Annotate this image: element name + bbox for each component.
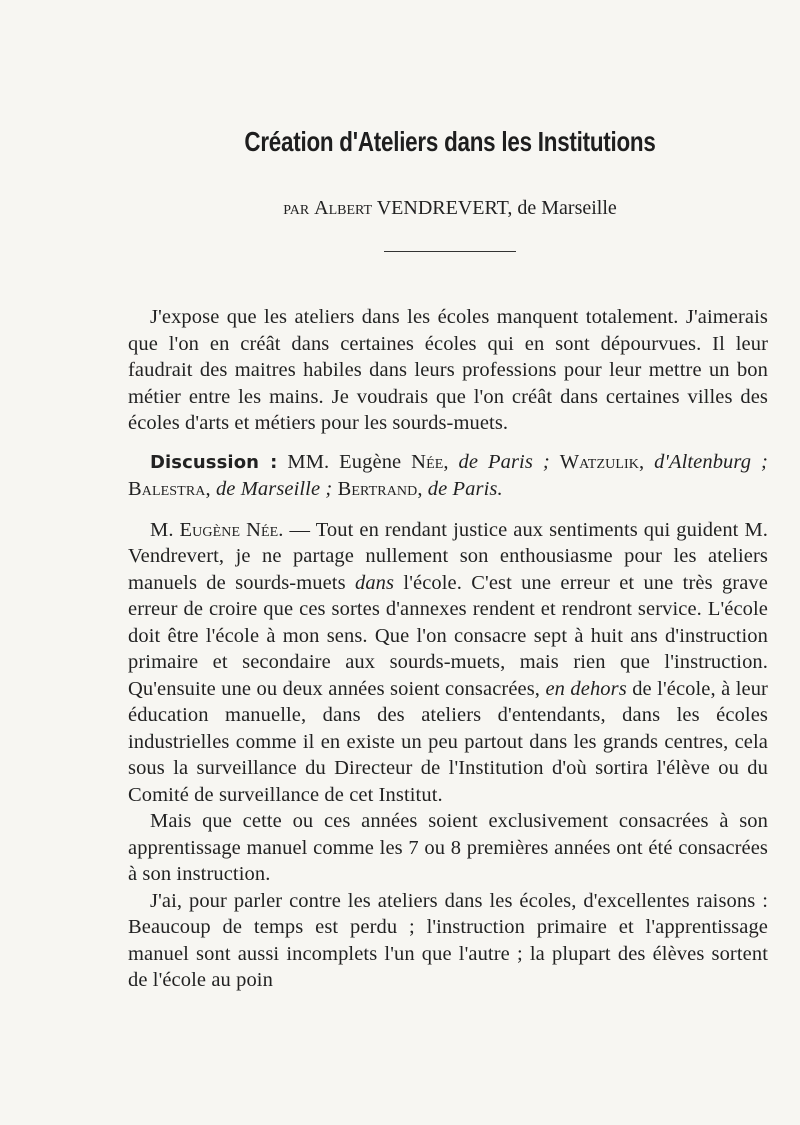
author-place: de Marseille [517, 197, 617, 219]
byline [120, 197, 780, 220]
speaker-watzulik: Watzulik, [559, 450, 645, 473]
speaker-bertrand-place: de Paris. [427, 478, 503, 500]
paragraph-4: Mais que cette ou ces années soient exclusivement consacrées à son apprentissage manuel comme les 7 ou 8 premières années ont été consacrées à son instruction. [128, 810, 768, 885]
speaker-balestra-place: de Marseille ; [215, 478, 333, 500]
speaker-nee: Née, [411, 450, 449, 473]
paragraph-nee [128, 517, 768, 809]
speaker-bertrand: Bertrand, [337, 478, 423, 500]
speaker-nee-place: de Paris ; [458, 450, 550, 473]
paragraph-5: J'ai, pour parler contre les ateliers dans les écoles, d'excellentes raisons : Beaucoup de temps est perdu ; l'instruction primaire et l'apprentissage manuel sont aussi incomplets l'un que l'autre ; la plupart des élèves sortent de l'école au poin [128, 889, 768, 991]
author-last-name: VENDREVERT, [376, 197, 513, 219]
speaker-balestra: Balestra, [128, 478, 211, 500]
nee-text-a: — Tout en rendant justice aux sentiments qui guident M. Vendrevert, je ne partage nullement son enthousiasme pour les ateliers manuels de sourds-muets [128, 518, 769, 594]
article-title: Création d'Ateliers dans les Institutions [244, 126, 656, 157]
author-first-name: Albert [314, 197, 373, 219]
speaker-name: Eugène Née. [179, 518, 284, 541]
speaker-m: M. [150, 518, 174, 541]
speaker-watzulik-place: d'Altenburg ; [654, 450, 768, 473]
nee-text-en-dehors: en dehors [545, 677, 627, 700]
discussion-mm: MM. Eugène [287, 450, 402, 473]
nee-text-b: l'école. C'est une erreur et une très grave erreur de croire que ces sortes d'annexes rendent et rendront service. L'école doit être l'école à mon sens. Que l'on consacre sept à huit ans d'instruction primaire et secondaire aux sourds-muets, mais rien que l'instruction. Qu'ensuite une ou deux années soient consacrées, [128, 571, 768, 700]
byline-par: par [283, 197, 310, 219]
nee-text-dans: dans [354, 571, 395, 594]
nee-text-c: de l'école, à leur éducation manuelle, dans des ateliers d'entendants, dans les écoles industrielles comme il en existe un peu partout dans les grands centres, cela sous la surveillance du Directeur de l'Institution d'où sortira l'élève ou du Comité de surveillance de cet Institut. [128, 677, 768, 806]
title-divider [384, 251, 516, 252]
paragraph-1: J'expose que les ateliers dans les écoles manquent totalement. J'aimerais que l'on en créât dans certaines écoles qui en sont dépourvues. Il leur faudrait des maitres habiles dans leurs professions pour leur mettre un bon métier entre les mains. Je voudrais que l'on créât dans certaines villes des écoles d'arts et métiers pour les sourds-muets. [128, 306, 768, 434]
article-body [128, 304, 768, 994]
discussion-label: Discussion : [150, 451, 278, 473]
discussion-paragraph [128, 449, 768, 503]
